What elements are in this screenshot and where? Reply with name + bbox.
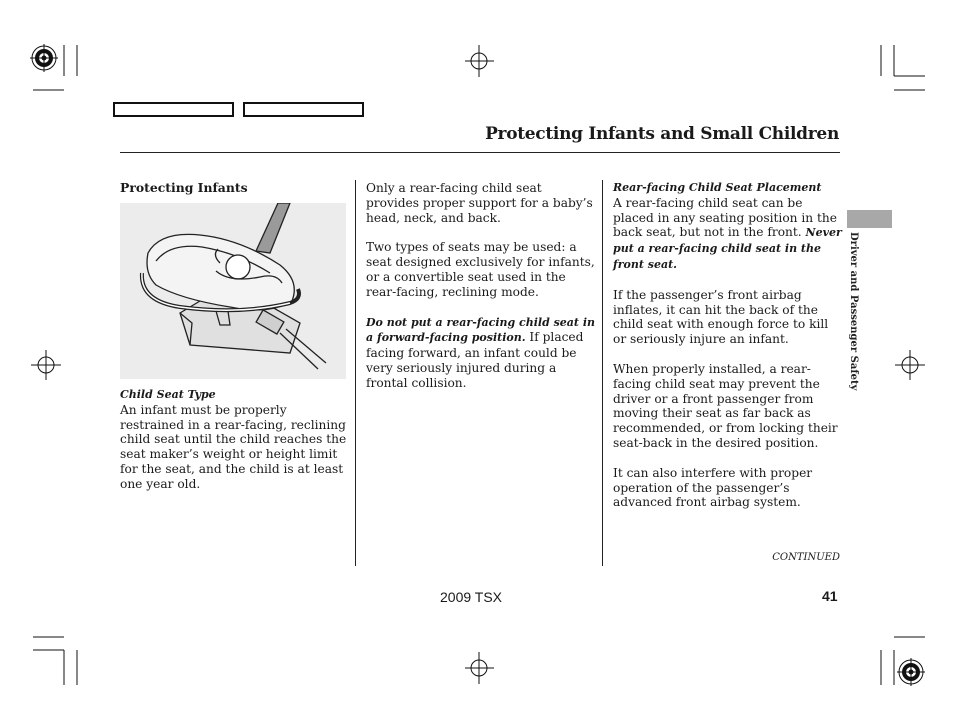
footer-model: 2009 TSX <box>440 589 503 605</box>
warning-paragraph <box>366 315 598 391</box>
column-divider <box>355 180 356 566</box>
page-number: 41 <box>822 588 838 604</box>
subheading-child-seat-type: Child Seat Type <box>120 388 216 401</box>
section-heading: Protecting Infants <box>120 180 248 195</box>
registration-target-icon <box>30 44 58 72</box>
column-2 <box>366 181 598 406</box>
section-tab-label: Driver and Passenger Safety <box>848 232 859 391</box>
title-rule <box>120 152 840 153</box>
body-text: If placed facing forward, an infant could be very seriously injured during a frontal collision. <box>366 330 584 390</box>
body-text: An infant must be properly restrained in a rear-facing, reclining child seat until the child reaches the seat maker’s weight or height limit for the seat, and the child is at least one year old. <box>120 402 347 491</box>
section-tab <box>847 210 892 228</box>
body-text: When properly installed, a rear-facing child seat may prevent the driver or a front passenger from moving their seat as far back as recommended, or from locking their seat-back in the desired position. <box>613 361 838 450</box>
column-3 <box>613 181 843 525</box>
body-text: Only a rear-facing child seat provides proper support for a baby’s head, neck, and back. <box>366 181 593 225</box>
warning-text: Never put a rear-facing child seat in the front seat. <box>613 226 842 271</box>
continued-label: CONTINUED <box>772 552 840 563</box>
registration-target-icon <box>897 658 925 686</box>
warning-text: Do not put a rear-facing child seat in a forward-facing position. <box>366 315 596 345</box>
column-1 <box>120 181 348 196</box>
body-text: Two types of seats may be used: a seat designed exclusively for infants, or a convertible seat used in the rear-facing, reclining mode. <box>366 240 595 299</box>
body-text: A rear-facing child seat can be placed in any seating position in the back seat, but not in the front. <box>613 195 837 240</box>
placement-paragraph <box>613 196 843 273</box>
header-tab-box-1 <box>113 102 234 117</box>
header-tab-box-2 <box>243 102 364 117</box>
column-divider <box>602 180 603 566</box>
subheading-placement: Rear-facing Child Seat Placement <box>613 181 822 194</box>
column-1-lower <box>120 388 348 492</box>
body-text: If the passenger’s front airbag inflates, it can hit the back of the child seat with enough force to kill or seriously injure an infant. <box>613 287 829 347</box>
page-title: Protecting Infants and Small Children <box>485 124 839 144</box>
body-text: It can also interfere with proper operation of the passenger’s advanced front airbag system. <box>613 465 813 510</box>
infant-car-seat-illustration <box>120 203 346 379</box>
